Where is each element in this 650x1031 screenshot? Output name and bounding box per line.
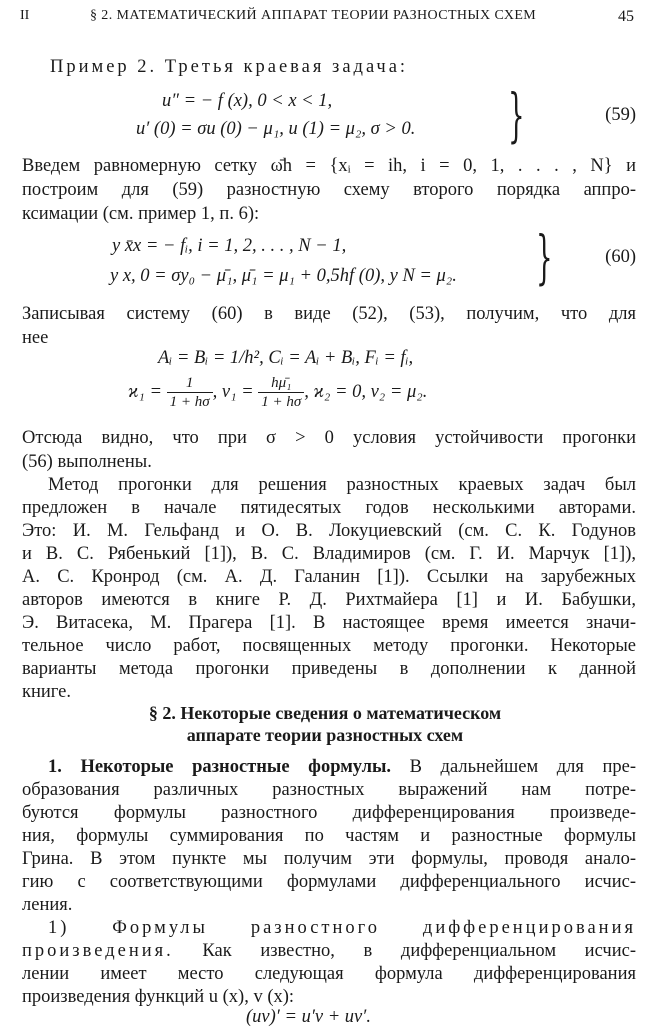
para6-line2 [22, 940, 636, 962]
equation-number-59: (59) [605, 105, 636, 125]
para5-line1 [48, 756, 636, 778]
nu1-label: , ν₁ = [212, 382, 254, 402]
para5-line3: буются формулы разностного дифференцирования произведе- [22, 803, 636, 823]
para4-line9: варианты метода прогонки приведены в дополнении к данной [22, 659, 636, 679]
equation-number-60: (60) [605, 247, 636, 267]
kappa1-fraction [167, 374, 213, 411]
example-heading: Пример 2. Третья краевая задача: [50, 57, 409, 77]
nu1-denominator: 1 + hσ [261, 394, 302, 411]
para4-line7: Э. Витасека, М. Прагера [1]. В настоящее время имеется значи- [22, 613, 636, 633]
section-title-line1: § 2. Некоторые сведения о математическом [148, 703, 502, 723]
para6-line2-rest: Как известно, в дифференциальном исчис- [173, 941, 636, 961]
subsection-heading: 1. Некоторые разностные формулы. [48, 757, 392, 777]
para6-line3: лении имеет место следующая формула дифференцирования [22, 964, 636, 984]
right-brace-59: } [508, 81, 525, 149]
right-brace-60: } [536, 223, 553, 291]
para6-line4: произведения функций u (x), v (x): [22, 987, 295, 1007]
para5-line5: Грина. В этом пункте мы получим эти формулы, проводя анало- [22, 849, 636, 869]
nu1-numerator: hμ̄₁ [258, 374, 304, 393]
para5-line2: образования различных разностных выражений нам потре- [22, 780, 636, 800]
para4-line8: тельное число работ, посвященных методу прогонки. Некоторые [22, 636, 636, 656]
para4-line5: А. С. Кронрод (см. А. Д. Галанин [1]). Ссылки на зарубежных [22, 567, 636, 587]
page-number: 45 [618, 8, 634, 25]
para1-line2: построим для (59) разностную схему второго порядка аппро- [22, 180, 636, 200]
running-title: § 2. МАТЕМАТИЧЕСКИЙ АППАРАТ ТЕОРИИ РАЗНОСТНЫХ СХЕМ [90, 8, 537, 23]
kappa1-denominator: 1 + hσ [169, 394, 210, 411]
para6-line1: 1) Формулы разностного дифференцирования [48, 918, 636, 938]
product-rule-equation: (uv)′ = u′v + uv′. [246, 1007, 371, 1027]
section-title-line2: аппарате теории разностных схем [186, 725, 464, 745]
para4-line2: предложен в начале пятидесятых годов несколькими авторами. [22, 498, 636, 518]
para6-spaced-word: произведения. [22, 941, 174, 961]
para2-line1: Записывая систему (60) в виде (52), (53), получим, что для [22, 304, 636, 324]
para4-line4: и В. С. Рябенький [1]), В. С. Владимиров (см. Г. И. Марчук [1]), [22, 544, 636, 564]
para3-line2: (56) выполнены. [22, 452, 152, 472]
para4-line1: Метод прогонки для решения разностных краевых задач был [48, 475, 636, 495]
para5-line6: гию с соответствующими формулами дифференциального исчис- [22, 872, 636, 892]
para1-line1: Введем равномерную сетку ω̄h = {xᵢ = ih, i = 0, 1, . . . , N} и [22, 156, 636, 176]
equation-60-line1: y x̄x = − fᵢ, i = 1, 2, . . . , N − 1, [112, 236, 347, 256]
coefficients-rest: , ϰ₂ = 0, ν₂ = μ₂. [304, 382, 428, 402]
para5-line7: ления. [22, 895, 73, 915]
left-page-mark: II [20, 8, 30, 23]
equation-59-line1: u″ = − f (x), 0 < x < 1, [162, 91, 333, 111]
kappa1-label: ϰ₁ = [128, 382, 162, 402]
para2-line2: нее [22, 328, 49, 348]
equation-59-line2: u′ (0) = σu (0) − μ₁, u (1) = μ₂, σ > 0. [136, 119, 416, 139]
kappa1-numerator: 1 [167, 374, 213, 393]
para3-line1: Отсюда видно, что при σ > 0 условия устойчивости прогонки [22, 428, 636, 448]
para5-line1-rest: В дальнейшем для пре- [391, 757, 637, 777]
equation-60-line2: y x, 0 = σy₀ − μ̄₁, μ̄₁ = μ₁ + 0,5hf (0), y N = μ₂. [110, 266, 457, 286]
running-header [0, 8, 650, 32]
coefficients-line2 [128, 372, 427, 412]
para4-line6: авторов имеются в книге Р. Д. Рихтмайера [1] и И. Бабушки, [22, 590, 636, 610]
coefficients-line1: Aᵢ = Bᵢ = 1/h², Cᵢ = Aᵢ + Bᵢ, Fᵢ = fᵢ, [158, 348, 414, 368]
nu1-fraction [258, 374, 304, 411]
para5-line4: ния, формулы суммирования по частям и разностные формулы [22, 826, 636, 846]
para1-line3: ксимации (см. пример 1, п. 6): [22, 204, 260, 224]
para4-line10: книге. [22, 682, 71, 702]
para4-line3: Это: И. М. Гельфанд и О. В. Локуциевский (см. С. К. Годунов [22, 521, 636, 541]
